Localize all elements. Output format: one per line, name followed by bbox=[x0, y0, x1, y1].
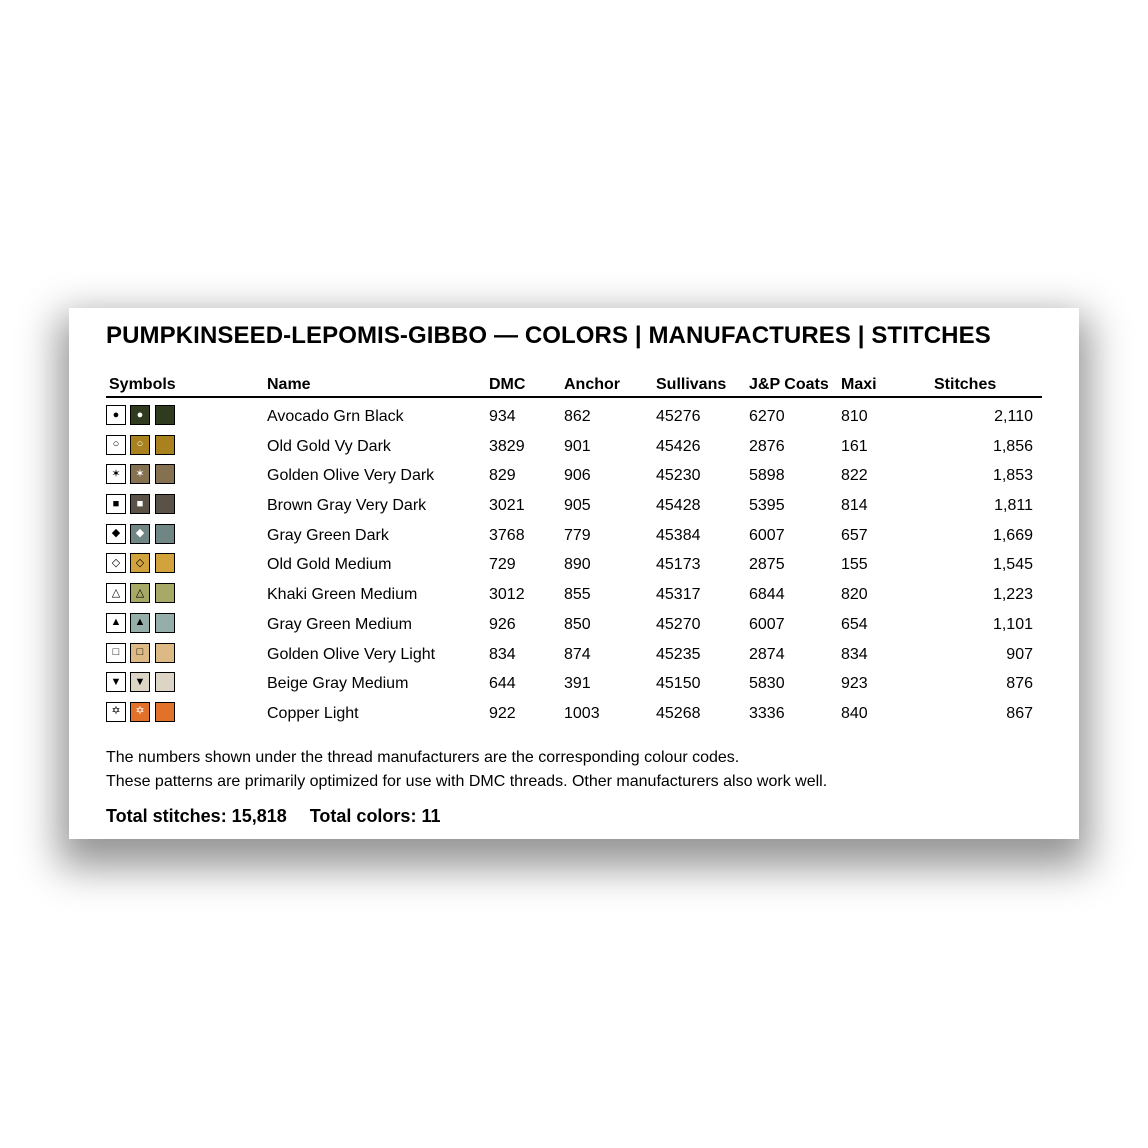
cell-anchor: 862 bbox=[564, 408, 591, 425]
color-swatch bbox=[155, 494, 175, 514]
cell-jp-coats: 5830 bbox=[749, 675, 785, 693]
color-swatch bbox=[155, 672, 175, 692]
cell-jp-coats: 6270 bbox=[749, 408, 785, 425]
cell-sullivans: 45270 bbox=[656, 615, 701, 633]
symbol-colored: ● bbox=[130, 405, 150, 425]
cell-stitches: 1,223 bbox=[992, 586, 1033, 604]
cell-sullivans: 45384 bbox=[656, 526, 701, 544]
cell-sullivans: 45428 bbox=[656, 497, 701, 515]
cell-dmc: 729 bbox=[489, 556, 516, 574]
cell-name: Copper Light bbox=[267, 704, 359, 722]
cell-jp-coats: 2874 bbox=[749, 645, 785, 663]
cell-sullivans: 45230 bbox=[656, 467, 701, 485]
color-swatch bbox=[155, 643, 175, 663]
cell-maxi: 923 bbox=[841, 675, 868, 693]
color-swatch bbox=[155, 583, 175, 603]
symbol-colored: ■ bbox=[130, 494, 150, 514]
col-stitches: Stitches bbox=[934, 376, 997, 393]
cell-dmc: 3021 bbox=[489, 497, 525, 515]
cell-stitches: 1,811 bbox=[994, 497, 1033, 515]
cell-stitches: 907 bbox=[1006, 645, 1033, 663]
cell-sullivans: 45173 bbox=[656, 556, 701, 574]
notes bbox=[106, 746, 827, 794]
table-header bbox=[106, 376, 1042, 398]
cell-maxi: 814 bbox=[841, 497, 868, 515]
symbol-colored: □ bbox=[130, 643, 150, 663]
cell-dmc: 926 bbox=[489, 615, 516, 633]
cell-jp-coats: 2875 bbox=[749, 556, 785, 574]
cell-maxi: 657 bbox=[841, 526, 868, 544]
cell-name: Old Gold Vy Dark bbox=[267, 437, 391, 455]
cell-jp-coats: 3336 bbox=[749, 704, 785, 722]
symbol-colored: ✶ bbox=[130, 464, 150, 484]
color-table bbox=[106, 402, 1042, 729]
symbol-colored: ▼ bbox=[130, 672, 150, 692]
cell-name: Beige Gray Medium bbox=[267, 675, 409, 693]
cell-stitches: 1,669 bbox=[992, 526, 1033, 544]
cell-sullivans: 45426 bbox=[656, 437, 701, 455]
symbol-plain: □ bbox=[106, 643, 126, 663]
cell-sullivans: 45150 bbox=[656, 675, 701, 693]
symbol-plain: ✶ bbox=[106, 464, 126, 484]
cell-dmc: 834 bbox=[489, 645, 516, 663]
color-swatch bbox=[155, 464, 175, 484]
cell-stitches: 2,110 bbox=[994, 408, 1033, 425]
cell-maxi: 822 bbox=[841, 467, 868, 485]
cell-stitches: 1,856 bbox=[992, 437, 1033, 455]
cell-jp-coats: 6844 bbox=[749, 586, 785, 604]
table-row bbox=[106, 550, 1042, 580]
cell-jp-coats: 6007 bbox=[749, 526, 785, 544]
table-row bbox=[106, 669, 1042, 699]
cell-maxi: 161 bbox=[841, 437, 868, 455]
cell-anchor: 874 bbox=[564, 645, 591, 663]
symbol-plain: △ bbox=[106, 583, 126, 603]
cell-dmc: 934 bbox=[489, 408, 516, 425]
cell-maxi: 820 bbox=[841, 586, 868, 604]
cell-name: Avocado Grn Black bbox=[267, 408, 404, 425]
note-dmc-optimized: These patterns are primarily optimized for use with DMC threads. Other manufacturers also work well. bbox=[106, 773, 828, 790]
page-title: PUMPKINSEED-LEPOMIS-GIBBO — COLORS | MANUFACTURES | STITCHES bbox=[106, 322, 991, 349]
cell-anchor: 391 bbox=[564, 675, 591, 693]
total-stitches: Total stitches: 15,818 bbox=[106, 806, 287, 826]
color-chart-card bbox=[69, 308, 1079, 839]
symbol-plain: ✡ bbox=[106, 702, 126, 722]
table-row bbox=[106, 640, 1042, 670]
cell-maxi: 654 bbox=[841, 615, 868, 633]
cell-dmc: 3768 bbox=[489, 526, 525, 544]
cell-name: Gray Green Medium bbox=[267, 615, 412, 633]
symbol-plain: ◇ bbox=[106, 553, 126, 573]
color-swatch bbox=[155, 405, 175, 425]
cell-name: Golden Olive Very Dark bbox=[267, 467, 435, 485]
cell-jp-coats: 2876 bbox=[749, 437, 785, 455]
table-row bbox=[106, 432, 1042, 462]
cell-name: Khaki Green Medium bbox=[267, 586, 418, 604]
note-colour-codes: The numbers shown under the thread manufacturers are the corresponding colour codes. bbox=[106, 749, 740, 766]
symbol-plain: ■ bbox=[106, 494, 126, 514]
cell-stitches: 1,853 bbox=[992, 467, 1033, 485]
cell-dmc: 644 bbox=[489, 675, 516, 693]
table-row bbox=[106, 699, 1042, 729]
symbol-plain: ○ bbox=[106, 435, 126, 455]
cell-anchor: 901 bbox=[564, 437, 591, 455]
color-swatch bbox=[155, 553, 175, 573]
cell-name: Gray Green Dark bbox=[267, 526, 389, 544]
cell-maxi: 834 bbox=[841, 645, 868, 663]
symbol-colored: ◆ bbox=[130, 524, 150, 544]
col-name: Name bbox=[267, 376, 311, 393]
symbol-colored: ✡ bbox=[130, 702, 150, 722]
col-maxi: Maxi bbox=[841, 376, 877, 393]
totals bbox=[106, 806, 440, 827]
color-swatch bbox=[155, 524, 175, 544]
cell-maxi: 810 bbox=[841, 408, 868, 425]
cell-anchor: 905 bbox=[564, 497, 591, 515]
symbol-colored: △ bbox=[130, 583, 150, 603]
cell-maxi: 840 bbox=[841, 704, 868, 722]
col-anchor: Anchor bbox=[564, 376, 620, 393]
total-colors: Total colors: 11 bbox=[309, 806, 441, 826]
symbol-colored: ○ bbox=[130, 435, 150, 455]
symbol-colored: ◇ bbox=[130, 553, 150, 573]
color-swatch bbox=[155, 702, 175, 722]
table-row bbox=[106, 491, 1042, 521]
cell-sullivans: 45235 bbox=[656, 645, 701, 663]
cell-jp-coats: 6007 bbox=[749, 615, 785, 633]
color-swatch bbox=[155, 435, 175, 455]
symbol-plain: ◆ bbox=[106, 524, 126, 544]
cell-stitches: 876 bbox=[1006, 675, 1033, 693]
cell-anchor: 779 bbox=[564, 526, 591, 544]
cell-dmc: 829 bbox=[489, 467, 516, 485]
table-row bbox=[106, 461, 1042, 491]
cell-anchor: 1003 bbox=[564, 704, 600, 722]
symbol-plain: ▼ bbox=[106, 672, 126, 692]
col-symbols: Symbols bbox=[109, 376, 176, 393]
cell-stitches: 867 bbox=[1006, 704, 1033, 722]
table-row bbox=[106, 521, 1042, 551]
cell-name: Old Gold Medium bbox=[267, 556, 392, 574]
col-sullivans: Sullivans bbox=[656, 376, 727, 393]
cell-sullivans: 45317 bbox=[656, 586, 701, 604]
cell-stitches: 1,545 bbox=[992, 556, 1033, 574]
cell-jp-coats: 5395 bbox=[749, 497, 785, 515]
cell-maxi: 155 bbox=[841, 556, 868, 574]
cell-jp-coats: 5898 bbox=[749, 467, 785, 485]
cell-sullivans: 45276 bbox=[656, 408, 701, 425]
table-row bbox=[106, 402, 1042, 432]
color-swatch bbox=[155, 613, 175, 633]
cell-name: Golden Olive Very Light bbox=[267, 645, 436, 663]
col-dmc: DMC bbox=[489, 376, 526, 393]
symbol-colored: ▲ bbox=[130, 613, 150, 633]
table-row bbox=[106, 610, 1042, 640]
col-jp-coats: J&P Coats bbox=[749, 376, 829, 393]
cell-name: Brown Gray Very Dark bbox=[267, 497, 427, 515]
cell-anchor: 890 bbox=[564, 556, 591, 574]
cell-dmc: 922 bbox=[489, 704, 516, 722]
cell-dmc: 3012 bbox=[489, 586, 525, 604]
table-row bbox=[106, 580, 1042, 610]
cell-stitches: 1,101 bbox=[992, 615, 1033, 633]
cell-anchor: 855 bbox=[564, 586, 591, 604]
cell-anchor: 850 bbox=[564, 615, 591, 633]
cell-sullivans: 45268 bbox=[656, 704, 701, 722]
cell-anchor: 906 bbox=[564, 467, 591, 485]
cell-dmc: 3829 bbox=[489, 437, 525, 455]
symbol-plain: ● bbox=[106, 405, 126, 425]
symbol-plain: ▲ bbox=[106, 613, 126, 633]
